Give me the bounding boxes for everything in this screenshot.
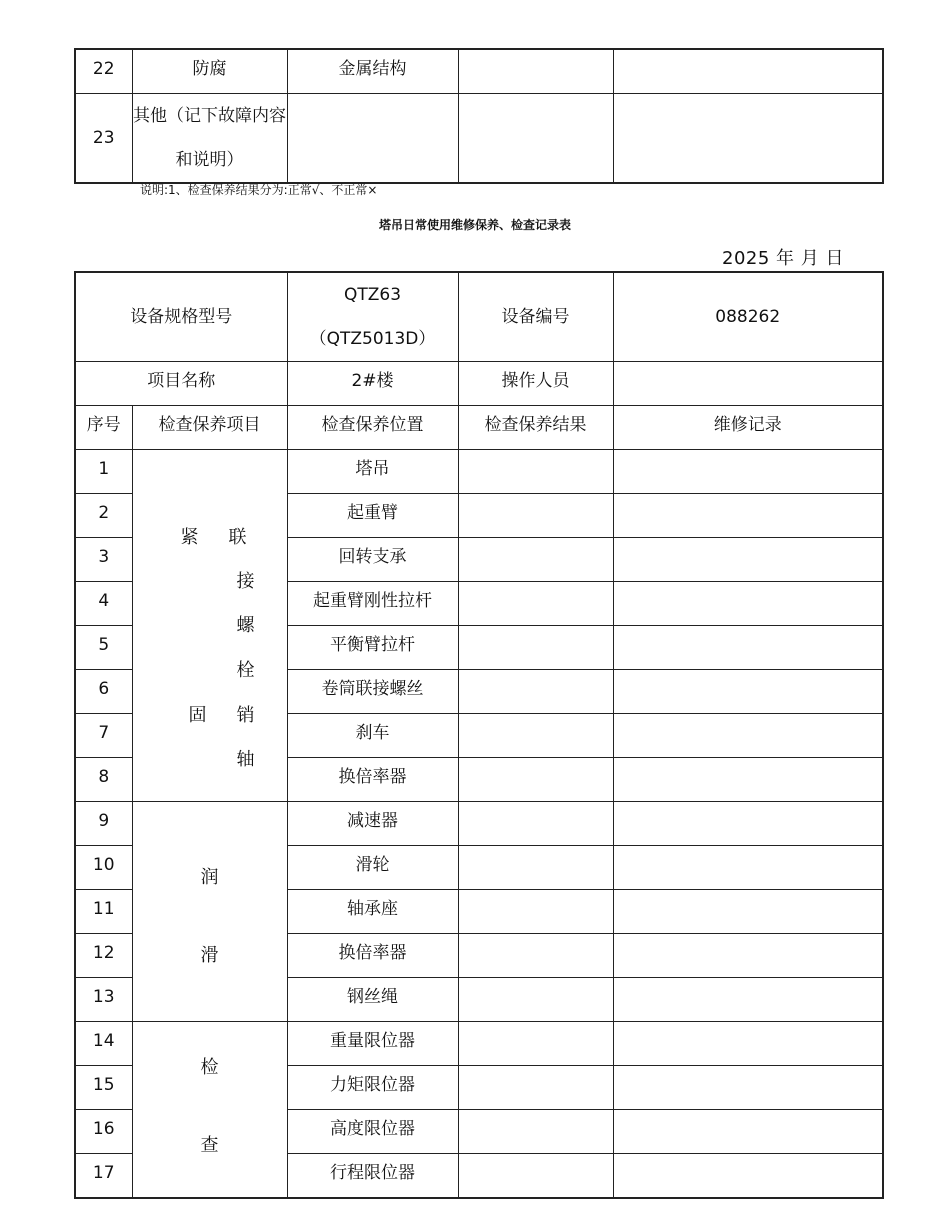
result-cell[interactable] [458,714,613,758]
check-position: 行程限位器 [287,1154,458,1199]
record-cell[interactable] [613,626,883,670]
group-char: 螺 [236,615,255,636]
result-cell[interactable] [458,538,613,582]
row-number: 10 [75,846,132,890]
result-cell[interactable] [458,670,613,714]
check-position: 起重臂刚性拉杆 [287,582,458,626]
row-number: 11 [75,890,132,934]
group-char: 查 [200,1135,219,1156]
group-item-lubrication [132,802,287,1022]
header-row [75,272,883,362]
group-char: 滑 [200,945,219,966]
spec-value: QTZ63（QTZ5013D） [287,272,458,362]
row-number: 7 [75,714,132,758]
check-position: 卷筒联接螺丝 [287,670,458,714]
check-position: 换倍率器 [287,758,458,802]
date-line: 2025 年 月 日 [722,248,844,269]
row-number: 5 [75,626,132,670]
result-cell[interactable] [458,582,613,626]
operator-value[interactable] [613,362,883,406]
check-item: 防腐 [132,49,287,94]
result-cell[interactable] [458,890,613,934]
result-cell[interactable] [458,450,613,494]
equip-no-value: 088262 [613,272,883,362]
row-number: 22 [75,49,132,94]
group-char: 栓 [236,660,255,681]
row-number: 2 [75,494,132,538]
group-char: 销 [236,705,255,726]
table-row [75,94,883,184]
row-number: 13 [75,978,132,1022]
check-position: 塔吊 [287,450,458,494]
row-number: 16 [75,1110,132,1154]
note-text: 说明:1、检查保养结果分为:正常√、不正常× [140,183,378,197]
group-char: 接 [236,571,255,592]
result-cell[interactable] [458,846,613,890]
row-number: 17 [75,1154,132,1199]
record-cell[interactable] [613,1066,883,1110]
record-cell[interactable] [613,1154,883,1199]
row-number: 15 [75,1066,132,1110]
row-number: 6 [75,670,132,714]
check-position: 起重臂 [287,494,458,538]
check-position: 重量限位器 [287,1022,458,1066]
row-number: 12 [75,934,132,978]
check-position: 减速器 [287,802,458,846]
group-char: 联 [228,527,247,548]
record-table [74,271,884,1199]
check-position: 平衡臂拉杆 [287,626,458,670]
row-number: 3 [75,538,132,582]
equip-no-label: 设备编号 [458,272,613,362]
document-title: 塔吊日常使用维修保养、检查记录表 [378,218,571,232]
group-char: 固 [188,705,207,726]
column-header-row [75,406,883,450]
result-cell[interactable] [458,934,613,978]
col-header-no: 序号 [75,406,132,450]
result-cell[interactable] [458,802,613,846]
record-cell[interactable] [613,758,883,802]
record-cell[interactable] [613,582,883,626]
check-position: 力矩限位器 [287,1066,458,1110]
result-cell[interactable] [458,626,613,670]
result-cell[interactable] [458,1110,613,1154]
group-char: 紧 [180,527,199,548]
group-item-fasteners [132,450,287,802]
record-cell[interactable] [613,49,883,94]
group-char: 轴 [236,749,255,770]
result-cell[interactable] [458,1022,613,1066]
check-position: 换倍率器 [287,934,458,978]
col-header-position: 检查保养位置 [287,406,458,450]
record-cell[interactable] [613,846,883,890]
result-cell[interactable] [458,494,613,538]
record-cell[interactable] [613,538,883,582]
record-cell[interactable] [613,978,883,1022]
table-row [75,450,883,494]
record-cell[interactable] [613,1110,883,1154]
check-position: 金属结构 [287,49,458,94]
check-item: 其他（记下故障内容和说明） [132,94,287,184]
record-cell[interactable] [613,1022,883,1066]
table-row [75,802,883,846]
col-header-result: 检查保养结果 [458,406,613,450]
project-value: 2#楼 [287,362,458,406]
project-label: 项目名称 [75,362,287,406]
result-cell[interactable] [458,758,613,802]
record-cell[interactable] [613,890,883,934]
result-cell[interactable] [458,94,613,184]
table-row [75,1022,883,1066]
group-char: 检 [200,1057,219,1078]
row-number: 14 [75,1022,132,1066]
check-position: 轴承座 [287,890,458,934]
table-row [75,49,883,94]
result-cell[interactable] [458,1066,613,1110]
spec-label: 设备规格型号 [75,272,287,362]
col-header-item: 检查保养项目 [132,406,287,450]
row-number: 9 [75,802,132,846]
check-position: 滑轮 [287,846,458,890]
continuation-table [74,48,884,184]
record-cell[interactable] [613,934,883,978]
record-cell[interactable] [613,94,883,184]
row-number: 4 [75,582,132,626]
record-cell[interactable] [613,494,883,538]
check-position: 高度限位器 [287,1110,458,1154]
operator-label: 操作人员 [458,362,613,406]
result-cell[interactable] [458,1154,613,1199]
check-position: 钢丝绳 [287,978,458,1022]
check-position [287,94,458,184]
check-position: 回转支承 [287,538,458,582]
group-char: 润 [200,867,219,888]
row-number: 23 [75,94,132,184]
record-cell[interactable] [613,714,883,758]
result-cell[interactable] [458,978,613,1022]
record-cell[interactable] [613,802,883,846]
group-item-inspection [132,1022,287,1199]
record-cell[interactable] [613,450,883,494]
row-number: 1 [75,450,132,494]
header-row [75,362,883,406]
col-header-record: 维修记录 [613,406,883,450]
result-cell[interactable] [458,49,613,94]
row-number: 8 [75,758,132,802]
record-cell[interactable] [613,670,883,714]
check-position: 刹车 [287,714,458,758]
